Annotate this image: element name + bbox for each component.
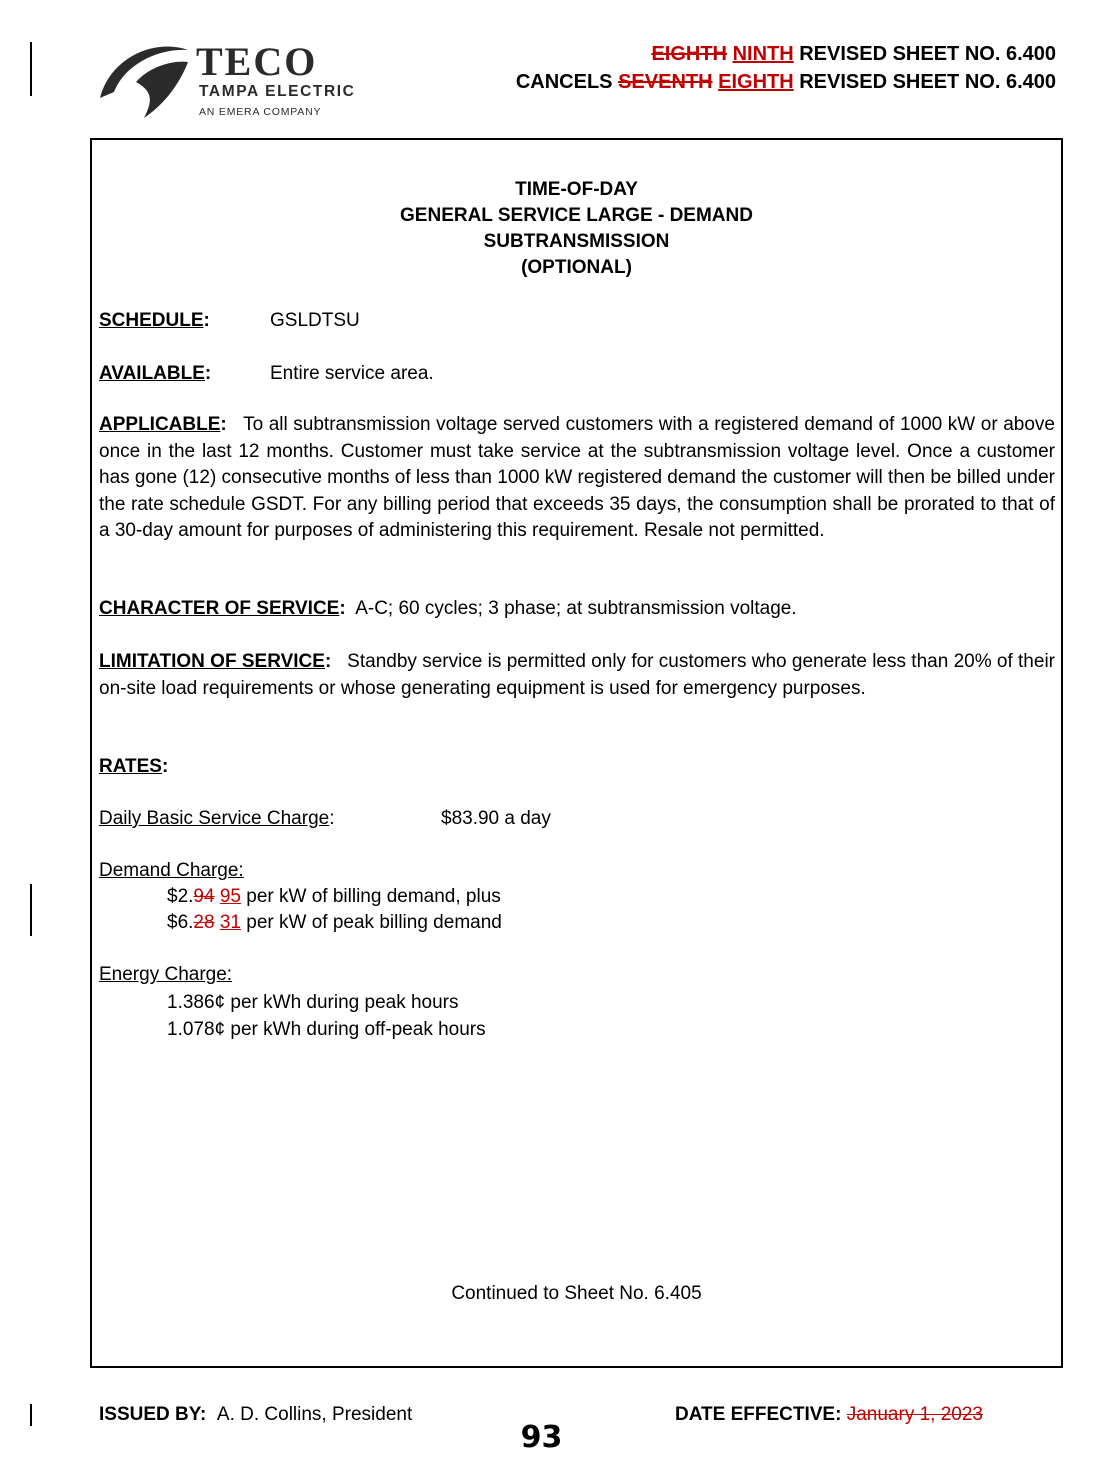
character-text: A-C; 60 cycles; 3 phase; at subtransmission voltage. [355,598,797,619]
swoosh-logo-icon [96,40,192,122]
schedule-row [99,308,210,334]
applicable-text: To all subtransmission voltage served customers with a registered demand of 1000 kW or above once in the last 12 months. Customer must take service at the subtransmission voltage level. Once a customer has gone (12) consecutive months of less than 1000 kW registered demand the customer will then be billed under the rate schedule GSDT. For any billing period that exceeds 35 days, the consumption shall be prorated to that of a 30-day amount for purposes of administering this requirement. Resale not permitted. [99,414,1055,541]
schedule-label: SCHEDULE [99,310,204,331]
demand-line2-suffix: per kW of peak billing demand [246,912,502,933]
daily-basic-label: Daily Basic Service Charge [99,808,330,829]
demand-charge-line-1 [167,884,501,910]
date-effective-label: DATE EFFECTIVE: [675,1404,842,1425]
tariff-sheet-box [90,138,1063,1368]
demand-line2-inserted: 31 [219,912,241,933]
rates-label: RATES [99,756,162,777]
title-line-2: GENERAL SERVICE LARGE - DEMAND [400,205,753,226]
energy-charge-line-1: 1.386¢ per kWh during peak hours [167,992,459,1013]
daily-basic-colon: : [329,808,335,829]
logo-parent: AN EMERA COMPANY [199,106,322,118]
available-colon: : [204,363,212,384]
logo-company: TAMPA ELECTRIC [199,83,356,100]
character-colon: : [339,598,346,619]
character-section [99,596,1055,623]
page-number: 93 [520,1420,563,1455]
cancels-sheet-text: REVISED SHEET NO. 6.400 [799,71,1056,93]
date-effective-value: January 1, 2023 [846,1404,983,1425]
available-label: AVAILABLE [99,363,205,384]
applicable-label: APPLICABLE [99,414,221,435]
limitation-section [99,649,1055,702]
rates-colon: : [161,756,169,777]
limitation-colon: : [324,651,332,672]
demand-charge-label-text: Demand Charge: [99,860,244,881]
title-line-4: (OPTIONAL) [521,257,632,278]
applicable-colon: : [220,414,227,435]
issued-value: A. D. Collins, President [216,1404,413,1425]
deleted-cancel-text: SEVENTH [618,71,713,93]
tariff-title [90,177,1063,281]
energy-charge-label-text: Energy Charge: [99,964,233,985]
deleted-revision-text: EIGHTH [651,43,727,65]
demand-line1-deleted: 94 [193,886,215,907]
inserted-cancel-text: EIGHTH [718,71,794,93]
change-bar-header [30,42,32,96]
logo-brand: TECO [196,39,318,84]
limitation-label: LIMITATION OF SERVICE [99,651,325,672]
schedule-colon: : [203,310,210,331]
sheet-number-text: REVISED SHEET NO. 6.400 [799,43,1056,65]
limitation-text: Standby service is permitted only for customers who generate less than 20% of their on-site load requirements or whose generating equipment is used for emergency purposes. [99,651,1055,699]
rates-heading [99,754,168,780]
applicable-section [99,412,1055,545]
cancels-prefix: CANCELS [515,71,613,93]
teco-logo [96,40,406,122]
demand-charge-line-2 [167,910,502,936]
daily-basic-value: $83.90 a day [441,808,551,829]
character-label: CHARACTER OF SERVICE [99,598,340,619]
demand-charge-label [99,858,244,884]
demand-line1-inserted: 95 [219,886,241,907]
demand-line1-prefix: $2. [167,886,194,907]
energy-charge-label [99,962,232,988]
change-bar-demand [30,884,32,936]
continued-note: Continued to Sheet No. 6.405 [451,1283,702,1304]
schedule-value: GSLDTSU [270,310,360,331]
cancels-line [516,71,1056,94]
sheet-revision-line [651,43,1056,66]
issued-label: ISSUED BY: [99,1404,207,1425]
daily-basic-row [99,806,334,832]
title-line-3: SUBTRANSMISSION [483,231,670,252]
demand-line1-suffix: per kW of billing demand, plus [246,886,501,907]
available-value: Entire service area. [270,363,434,384]
demand-line2-prefix: $6. [167,912,194,933]
title-line-1: TIME-OF-DAY [515,179,638,200]
demand-line2-deleted: 28 [193,912,215,933]
inserted-revision-text: NINTH [732,43,794,65]
energy-charge-line-2: 1.078¢ per kWh during off-peak hours [167,1019,486,1040]
available-row [99,361,211,387]
